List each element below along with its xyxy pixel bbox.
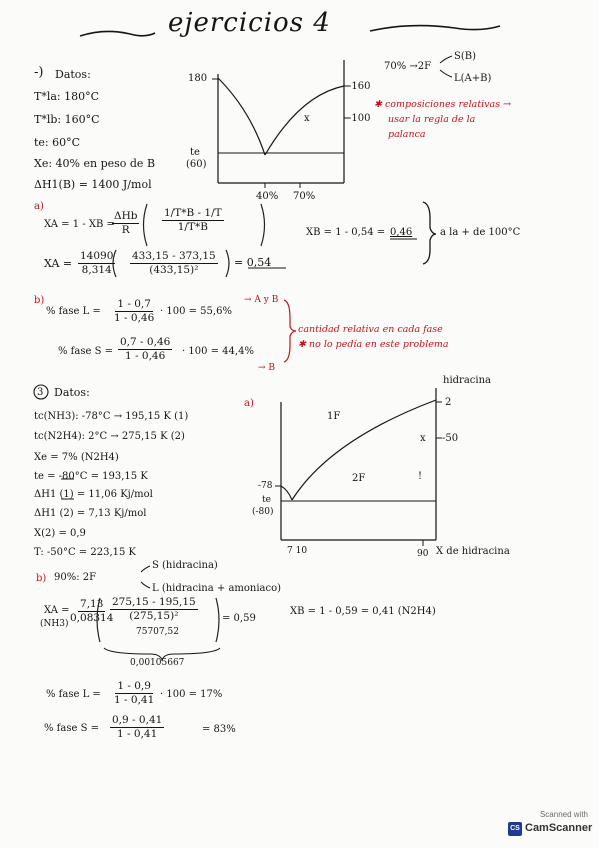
diagram-point: x xyxy=(304,113,310,124)
red-note: palanca xyxy=(388,129,426,140)
corner-note: 70% →2F xyxy=(384,61,432,72)
axis-tick-label: 40% xyxy=(256,191,279,202)
axis-tick-label: -100 xyxy=(348,113,371,124)
axis-tick-label: te xyxy=(190,147,200,158)
equation-result: = 0,59 xyxy=(222,613,256,624)
stamp-brand: CamScanner xyxy=(525,822,593,834)
axis-tick-label: 2 xyxy=(445,397,452,408)
annotation: a la + de 100°C xyxy=(440,227,521,238)
fraction-num: 1 - 0,7 xyxy=(117,298,151,310)
data-line: Xe: 40% en peso de B xyxy=(34,157,156,170)
axis-tick-label: (60) xyxy=(186,159,207,170)
exercise-marker: 3 xyxy=(37,387,44,398)
fraction xyxy=(112,210,139,237)
data-line: tc(NH3): -78°C → 195,15 K (1) xyxy=(34,411,189,422)
scanner-watermark xyxy=(506,810,592,840)
annotation-arrow: → B xyxy=(258,363,276,373)
equation-result: · 100 = 55,6% xyxy=(160,306,232,317)
fraction-num: 0,9 - 0,41 xyxy=(112,714,163,726)
fraction xyxy=(78,250,115,277)
part-label: b) xyxy=(36,573,47,584)
annotation-arrow: → A y B xyxy=(244,295,279,305)
fraction-den: (275,15)² xyxy=(129,610,179,622)
fraction-den: 1 - 0,46 xyxy=(125,350,166,362)
equation-lhs: XA = xyxy=(44,257,73,270)
exercise-marker: -) xyxy=(34,65,44,80)
fraction-den: 1 - 0,41 xyxy=(114,694,155,706)
fraction xyxy=(118,336,172,363)
red-note: ✱ no lo pedía en este problema xyxy=(298,339,449,350)
data-line: ΔH1 (1) = 11,06 Kj/mol xyxy=(34,489,153,500)
fraction-num: ΔHb xyxy=(114,210,138,222)
equation-lhs: % fase S = xyxy=(58,346,113,357)
branch-label: L (hidracina + amoniaco) xyxy=(152,583,282,594)
data-line: ΔH1(B) = 1400 J/mol xyxy=(34,178,152,191)
stamp-caption: Scanned with xyxy=(539,810,588,819)
axis-title: hidracina xyxy=(443,375,491,386)
equation-lhs: % fase S = xyxy=(44,723,99,734)
axis-tick-label: te xyxy=(262,495,271,505)
axis-tick-label: 70% xyxy=(293,191,316,202)
region-label: 1F xyxy=(327,411,341,422)
axis-tick-label: -50 xyxy=(442,433,459,444)
fraction xyxy=(110,714,164,741)
fraction-num: 1 - 0,9 xyxy=(117,680,151,692)
annotation: 0,00105667 xyxy=(130,658,185,668)
fraction-den: R xyxy=(121,224,130,236)
fraction xyxy=(68,598,115,625)
data-line: T: -50°C = 223,15 K xyxy=(34,547,136,558)
fraction-num: 7,13 xyxy=(80,598,104,610)
fraction-num: 0,7 - 0,46 xyxy=(120,336,171,348)
equation-lhs: % fase L = xyxy=(46,689,101,700)
axis-tick-label: 90 xyxy=(417,549,429,559)
datos-label: Datos: xyxy=(54,386,90,399)
equation-lhs: XA = xyxy=(44,605,70,616)
data-line: tc(N2H4): 2°C → 275,15 K (2) xyxy=(34,431,185,442)
axis-tick-label: -78 xyxy=(258,481,273,491)
fraction-den: 8,314 xyxy=(81,264,112,276)
equation-result: = 0,54 xyxy=(234,256,272,269)
corner-note-s: S(B) xyxy=(454,51,477,62)
data-line: X(2) = 0,9 xyxy=(34,528,86,539)
fraction xyxy=(112,298,156,325)
equation-result: · 100 = 17% xyxy=(160,689,223,700)
fraction-den: 1 - 0,41 xyxy=(117,728,158,740)
equation-result: = 83% xyxy=(202,724,236,735)
axis-tick-label: 180 xyxy=(188,73,208,84)
axis-title: X de hidracina xyxy=(436,546,510,557)
phase-diagram-1 xyxy=(212,60,350,188)
region-label: 2F xyxy=(352,473,366,484)
fraction xyxy=(110,596,198,623)
datos-label: Datos: xyxy=(55,68,91,81)
diagram-mark: ! xyxy=(418,471,423,482)
part-label: a) xyxy=(244,398,254,409)
data-line: te = -80°C = 193,15 K xyxy=(34,471,148,482)
equation-lhs: XA = 1 - XB = xyxy=(44,219,115,230)
data-line: ΔH1 (2) = 7,13 Kj/mol xyxy=(34,508,147,519)
equation-lhs: 90%: 2F xyxy=(54,572,97,583)
red-note: usar la regla de la xyxy=(388,114,476,125)
fraction-den: 1/T*B xyxy=(177,221,208,233)
red-note: cantidad relativa en cada fase xyxy=(298,324,443,335)
equation-line: XB = 1 - 0,54 = xyxy=(306,227,386,238)
page-title: ejercicios 4 xyxy=(168,8,331,38)
equation-lhs: % fase L = xyxy=(46,306,101,317)
axis-tick-label: (-80) xyxy=(252,507,274,517)
annotation: 75707,52 xyxy=(136,627,179,637)
phase-diagram-2 xyxy=(275,388,442,546)
fraction-den: 1 - 0,46 xyxy=(114,312,155,324)
equation-line: XB = 1 - 0,59 = 0,41 (N2H4) xyxy=(290,606,436,617)
fraction xyxy=(130,250,218,277)
part-label: a) xyxy=(34,201,44,212)
data-line: T*la: 180°C xyxy=(34,90,100,103)
axis-tick-label: 7 10 xyxy=(287,546,308,556)
corner-note-l: L(A+B) xyxy=(454,73,492,84)
camscanner-logo-icon: CS xyxy=(508,822,522,836)
data-line: te: 60°C xyxy=(34,136,81,149)
fraction xyxy=(112,680,156,707)
fraction-num: 1/T*B - 1/T xyxy=(164,207,222,219)
fraction xyxy=(162,207,224,234)
fraction-den: 0,08314 xyxy=(70,612,114,624)
equation-result: · 100 = 44,4% xyxy=(182,346,254,357)
equation-subscript: (NH3) xyxy=(40,619,69,629)
fraction-num: 14090 xyxy=(80,250,114,262)
equation-result: 0,46 xyxy=(390,227,413,238)
fraction-num: 275,15 - 195,15 xyxy=(112,596,196,608)
fraction-den: (433,15)² xyxy=(149,264,199,276)
part-label: b) xyxy=(34,295,45,306)
data-line: T*lb: 160°C xyxy=(34,113,100,126)
axis-tick-label: -160 xyxy=(348,81,371,92)
fraction-num: 433,15 - 373,15 xyxy=(132,250,216,262)
data-line: Xe = 7% (N2H4) xyxy=(34,452,119,463)
diagram-point: x xyxy=(420,433,426,444)
red-note: ✱ composiciones relativas → xyxy=(374,99,512,110)
branch-label: S (hidracina) xyxy=(152,560,218,571)
